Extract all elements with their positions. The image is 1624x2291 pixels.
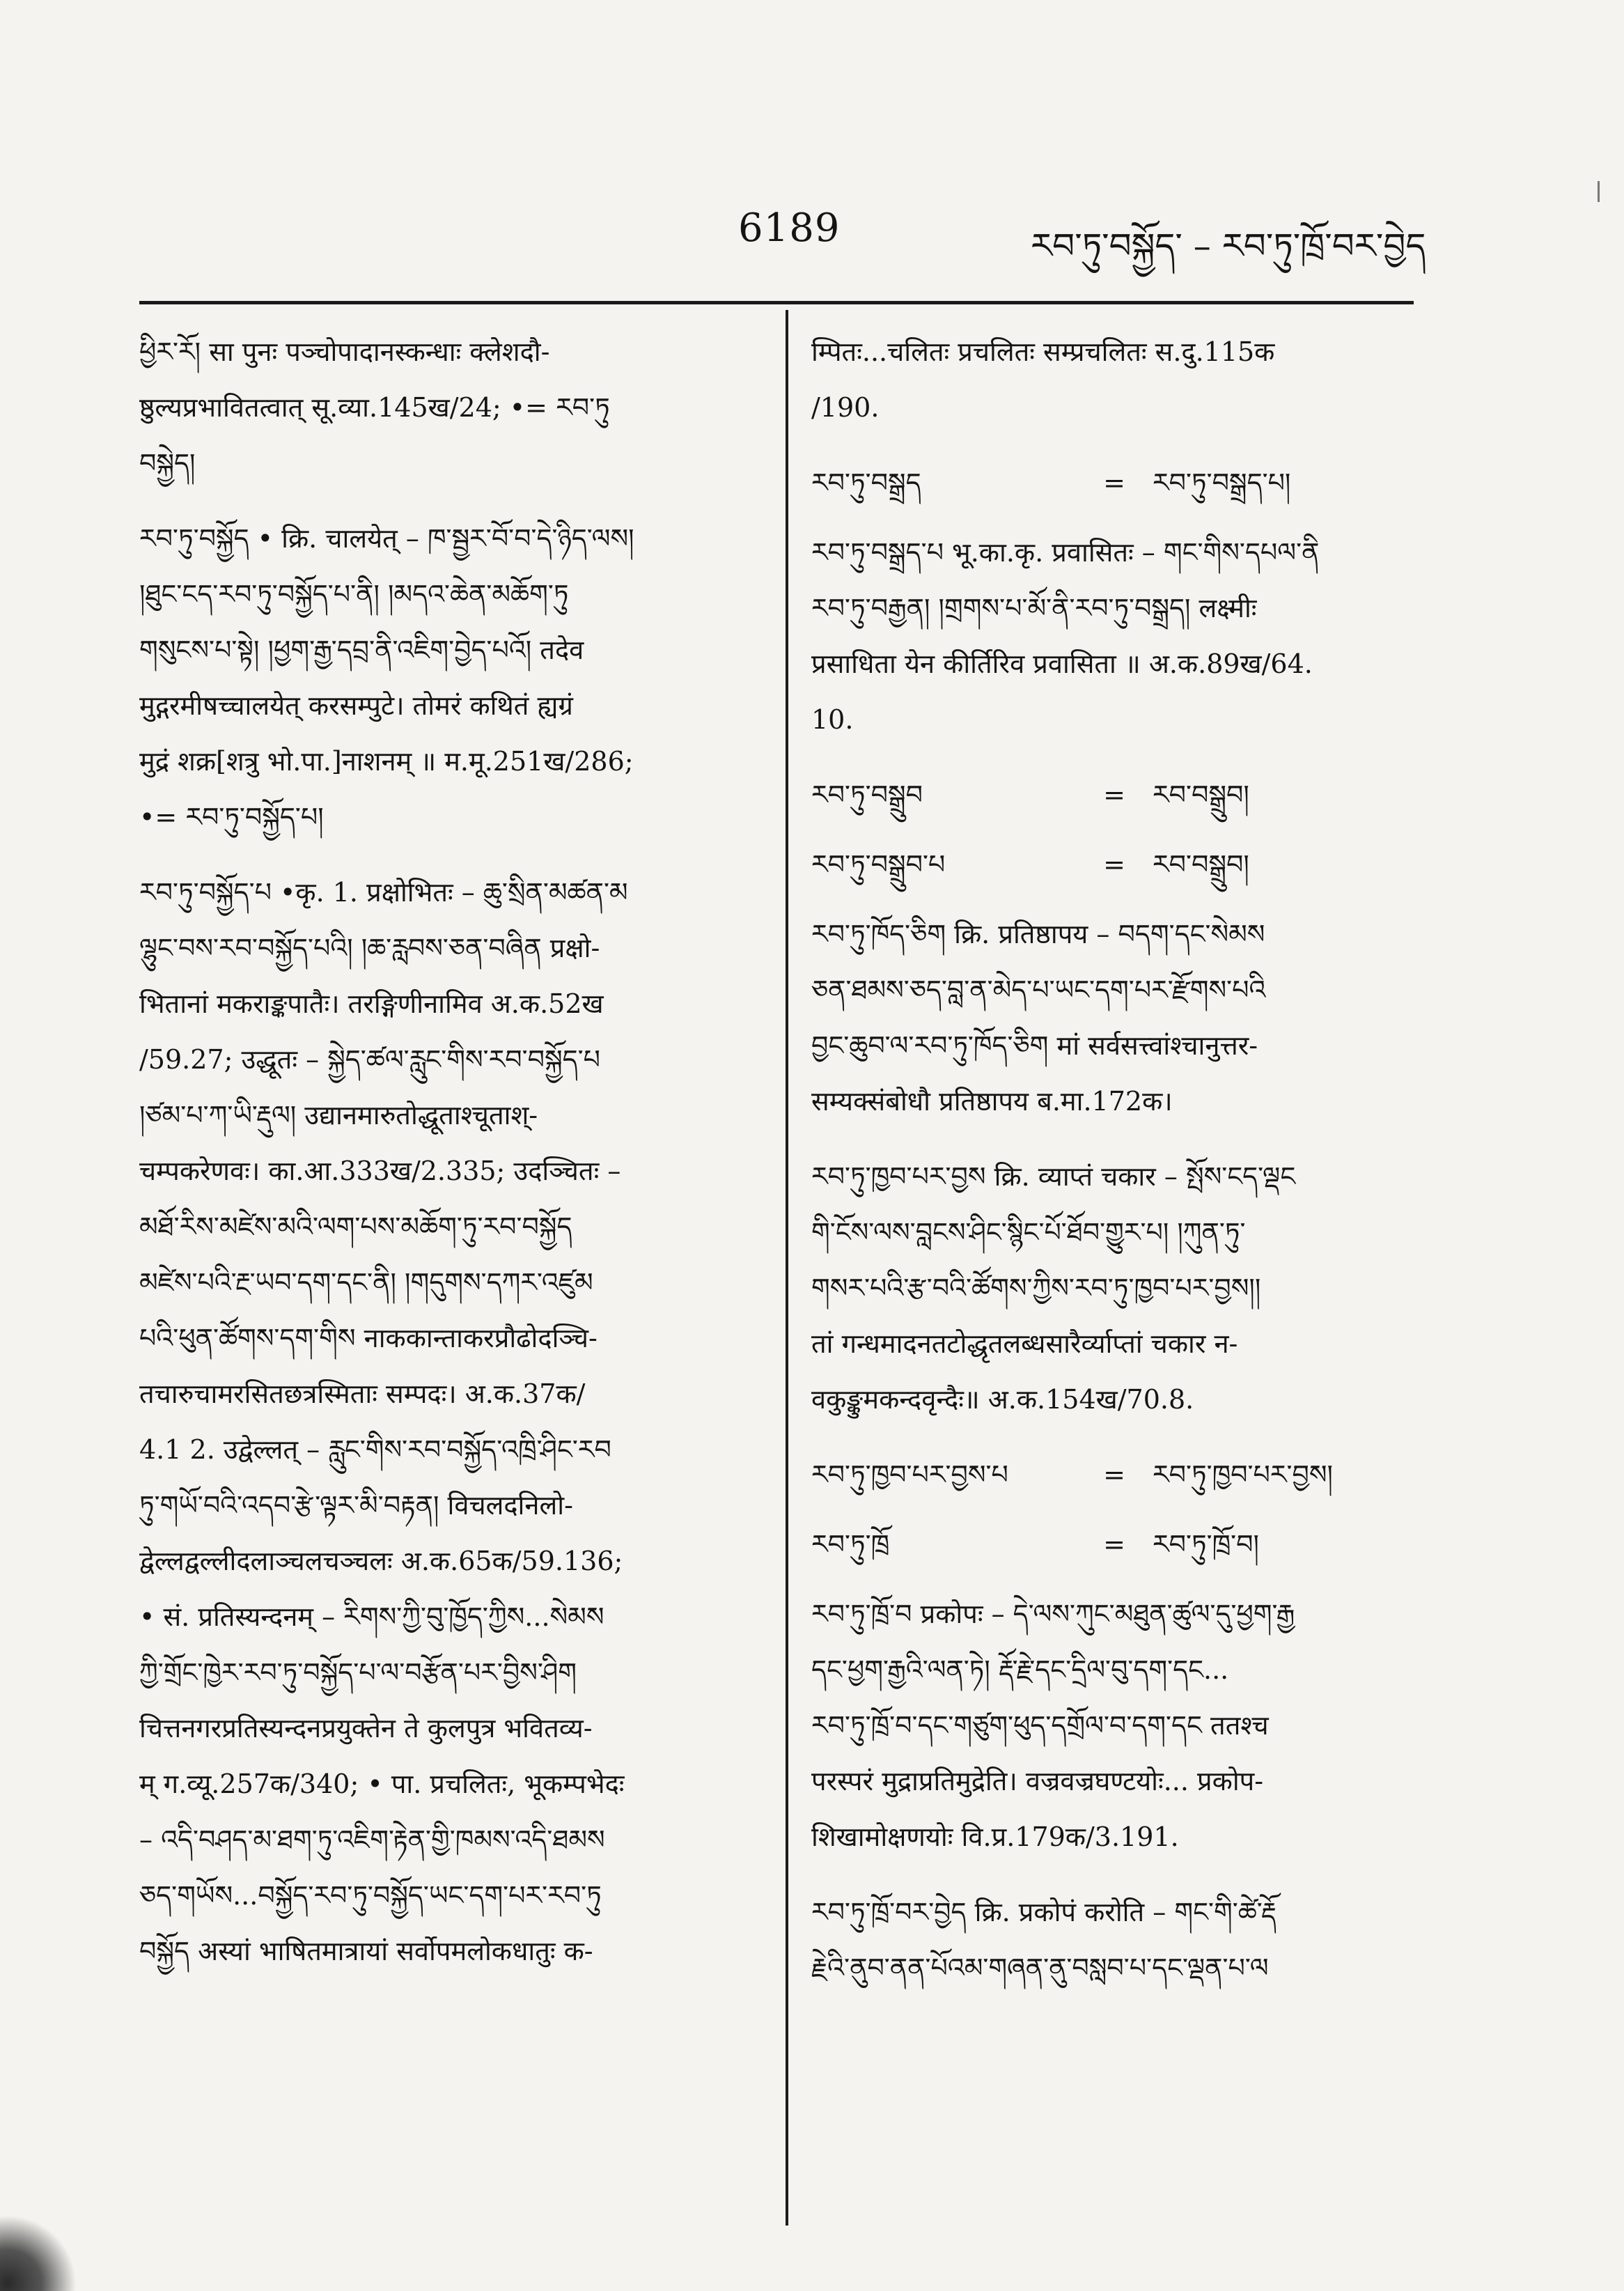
cross-reference-headword: རབ་ཏུ་བསྒྲུབ xyxy=(811,779,923,810)
dictionary-entry xyxy=(811,1884,1417,1996)
cross-reference-target: རབ་བསྒྲུབ། xyxy=(1153,849,1249,880)
entry-headword-line: རབ་ཏུ་ཁྲོ་བར་བྱེད क्रि. प्रकोपं करोति – གང་གི་ཚེ་རྡོ xyxy=(811,1897,1276,1927)
text-line: शिखामोक्षणयोः वि.प्र.179क/3.191. xyxy=(811,1822,1179,1852)
equals-sign: = xyxy=(1103,467,1125,498)
text-line: द्वेल्लद्वल्लीदलाञ्चलचञ्चलः अ.क.65क/59.136; xyxy=(139,1546,623,1576)
text-line: मुद्रं शक्र[शत्रु भो.पा.]नाशनम् ॥ म.मू.251ख/286; xyxy=(139,746,634,777)
text-line: 10. xyxy=(811,704,854,735)
text-line: ཅད་གཡོས...བསྐྱོད་རབ་ཏུ་བསྐྱོད་ཡང་དག་པར་རབ་ཏུ xyxy=(139,1880,602,1911)
page-edge-mark xyxy=(1598,181,1600,202)
text-line: མཐོ་རིས་མཛེས་མའི་ལག་པས་མཆོག་ཏུ་རབ་བསྐྱོད xyxy=(139,1211,572,1242)
cross-reference-entry xyxy=(811,767,1417,823)
left-column xyxy=(139,324,752,1998)
cross-reference-target: རབ་ཏུ་ཁྲོ་བ། xyxy=(1153,1529,1259,1560)
text-line: ཏུ་གཡོ་བའི་འདབ་རྩེ་ལྟར་མི་བརྟན། विचलदनिलो- xyxy=(139,1490,573,1521)
text-line: चित्तनगरप्रतिस्यन्दनप्रयुक्तेन ते कुलपुत्र भवितव्य- xyxy=(139,1713,593,1744)
cross-reference-entry xyxy=(811,455,1417,511)
text-line: བྱང་ཆུབ་ལ་རབ་ཏུ་ཁོད་ཅིག मां सर्वसत्त्वांश्चानुत्तर- xyxy=(811,1030,1258,1061)
entry-headword-line: རབ་ཏུ་བསྐྱོད • क्रि. चालयेत् – ཁ་སྦྱར་བོ་བ་དེ་ཉིད་ལས། xyxy=(139,523,634,554)
text-line: /59.27; उद्धूतः – སྐྱེད་ཚལ་རླུང་གིས་རབ་བསྐྱོད་པ xyxy=(139,1044,600,1075)
dictionary-entry xyxy=(811,1149,1417,1427)
text-line: །ཐུང་ངད་རབ་ཏུ་བསྐྱོད་པ་ནི། །མདའ་ཆེན་མཆོག་ཏུ xyxy=(139,579,569,609)
entry-headword-line: རབ་ཏུ་ཁྱབ་པར་བྱས क्रि. व्याप्तं चकार – སྤོས་ངད་ལྡང xyxy=(811,1161,1296,1192)
dictionary-entry xyxy=(139,864,752,1979)
text-line: རབ་ཏུ་བརྒྱན། །གྲགས་པ་མོ་ནི་རབ་ཏུ་བསྒྲད། लक्ष्मीः xyxy=(811,593,1257,623)
text-line: 4.1 2. उद्वेल्लत् – རླུང་གིས་རབ་བསྐྱོད་འཁྲི་ཤིང་རབ xyxy=(139,1434,611,1465)
text-line: རབ་ཏུ་ཁྲོ་བ་དང་གཙུག་ཕུད་དགྲོལ་བ་དག་དང ततश्च xyxy=(811,1710,1269,1741)
cross-reference-headword: རབ་ཏུ་ཁྱབ་པར་བྱས་པ xyxy=(811,1459,1008,1490)
text-line: सम्यक्संबोधौ प्रतिष्ठापय ब.मा.172क। xyxy=(811,1086,1173,1117)
text-line: དང་ཕྱག་རྒྱའི་ལན་ཏེ། རྡོ་རྗེ་དང་དྲིལ་བུ་དག་དང... xyxy=(811,1654,1229,1685)
text-line: मुद्गरमीषच्चालयेत् करसम्पुटे। तोमरं कथितं ह्यग्रं xyxy=(139,690,573,721)
text-line: तचारुचामरसितछत्रस्मिताः सम्पदः। अ.क.37क/ xyxy=(139,1379,586,1409)
cross-reference-headword: རབ་ཏུ་བསྒྲུབ་པ xyxy=(811,849,946,880)
text-line: म्पितः...चलितः प्रचलितः सम्प्रचलितः स.दु.115क xyxy=(811,336,1275,367)
cross-reference-entry xyxy=(811,1447,1417,1502)
text-line: म् ग.व्यू.257क/340; • पा. प्रचलितः, भूकम्पभेदः xyxy=(139,1769,625,1799)
text-line: གསར་པའི་རྩ་བའི་ཚོགས་ཀྱིས་རབ་ཏུ་ཁྱབ་པར་བྱས།། xyxy=(811,1273,1261,1303)
text-line: །ཙམ་པ་ཀ་ཡི་རྡུལ། उद्यानमारुतोद्धूताश्चूताश्- xyxy=(139,1100,538,1131)
equals-sign: = xyxy=(1103,1459,1125,1490)
cross-reference-headword: རབ་ཏུ་ཁྲོ xyxy=(811,1529,890,1560)
entry-headword-line: རབ་ཏུ་ཁོད་ཅིག क्रि. प्रतिष्ठापय – བདག་དང་སེམས xyxy=(811,919,1265,949)
dictionary-entry xyxy=(139,511,752,845)
text-line: གསུངས་པ་སྟེ། །ཕྱག་རྒྱ་དབྲ་ནི་འཇིག་བྱེད་པའོ། तदेव xyxy=(139,635,584,665)
text-line: प्रसाधिता येन कीर्तिरिव प्रवासिता ॥ अ.क.89ख/64. xyxy=(811,649,1313,679)
text-line: པའི་ཕུན་ཚོགས་དག་གིས नाककान्ताकरप्रौढोदञ्चि- xyxy=(139,1323,598,1353)
text-line: – འདི་བཤད་མ་ཐག་ཏུ་འཇིག་རྟེན་གྱི་ཁམས་འདི་ཐམས xyxy=(139,1824,605,1855)
column-divider xyxy=(786,310,788,2226)
text-line: ཀྱི་གྲོང་ཁྱེར་རབ་ཏུ་བསྐྱོད་པ་ལ་བརྩོན་པར་བྱིས་ཤིག xyxy=(139,1657,577,1688)
text-line: परस्परं मुद्राप्रतिमुद्रेति। वज्रवज्रघण्टयोः... प्रकोप- xyxy=(811,1766,1264,1796)
entry-headword-line: རབ་ཏུ་བསྐྱོད་པ •कृ. 1. प्रक्षोभितः – ཆུ་སྲིན་མཚན་མ xyxy=(139,877,628,908)
text-line: གི་ངོས་ལས་བླངས་ཤིང་སྙིང་པོ་ཐོབ་གྱུར་པ། །ཀུན་ཏུ་ xyxy=(811,1217,1246,1248)
header-rule xyxy=(139,301,1414,304)
dictionary-entry xyxy=(811,906,1417,1129)
text-line: མཛེས་པའི་རྔ་ཡབ་དག་དང་ནི། །གདུགས་དཀར་འཛུམ xyxy=(139,1267,593,1298)
scan-binding-shadow xyxy=(0,2215,77,2291)
cross-reference-target: རབ་ཏུ་ཁྱབ་པར་བྱས། xyxy=(1153,1459,1333,1490)
dictionary-entry xyxy=(811,1586,1417,1865)
entry-headword-line: རབ་ཏུ་བསྒྲད་པ भू.का.कृ. प्रवासितः – གང་གིས་དཔལ་ནི xyxy=(811,537,1320,568)
text-line: चम्पकरेणवः। का.आ.333ख/2.335; उदञ्चितः – xyxy=(139,1156,621,1186)
text-line: • सं. प्रतिस्यन्दनम् – རིགས་ཀྱི་བུ་ཁྱོད་ཀྱིས...སེམས xyxy=(139,1601,604,1632)
text-line: ष्ठुल्यप्रभावितत्वात् सू.व्या.145ख/24; •= རབ་ཏུ xyxy=(139,392,610,423)
text-line: བསྐྱེད། xyxy=(139,448,196,479)
cross-reference-entry xyxy=(811,1516,1417,1572)
text-line: ཕྱིར་རོ། सा पुनः पञ्चोपादानस्कन्धाः क्लेशदौ- xyxy=(139,336,550,367)
cross-reference-headword: རབ་ཏུ་བསྒྲད xyxy=(811,467,921,498)
text-line: རྗེའི་ནུབ་ནན་པོའམ་གཞན་ནུ་བསླབ་པ་དང་ལྡན་པ་ལ xyxy=(811,1952,1269,1983)
right-column xyxy=(811,324,1417,2015)
dictionary-entry xyxy=(811,525,1417,747)
text-line: ཅན་ཐམས་ཅད་བླ་ན་མེད་པ་ཡང་དག་པར་རྫོགས་པའི xyxy=(811,974,1266,1005)
text-line: བསྐྱོད अस्यां भाषितमात्रायां सर्वोपमलोकधातुः क- xyxy=(139,1936,593,1966)
equals-sign: = xyxy=(1103,779,1125,810)
cross-reference-entry xyxy=(811,837,1417,892)
text-line: ལྷུང་བས་རབ་བསྐྱོད་པའི། །ཆ་རླབས་ཅན་བཞིན प्रक्षो- xyxy=(139,933,600,963)
entry-headword-line: རབ་ཏུ་ཁྲོ་བ प्रकोपः – དེ་ལས་ཀུང་མཐུན་ཚུལ་དུ་ཕྱག་རྒྱ xyxy=(811,1599,1295,1629)
text-line: भितानां मकराङ्कपातैः। तरङ्गिणीनामिव अ.क.52ख xyxy=(139,988,604,1019)
entry-continuation xyxy=(811,324,1417,435)
cross-reference-target: རབ་བསྒྲུབ། xyxy=(1153,779,1249,810)
running-head: རབ་ཏུ་བསྐྱོད་ – རབ་ཏུ་ཁྲོ་བར་བྱེད xyxy=(1031,226,1426,266)
text-line: तां गन्धमादनतटोद्धृतलब्धसारैर्व्याप्तां चकार न- xyxy=(811,1328,1238,1359)
text-line: वकुङ्कुमकन्दवृन्दैः॥ अ.क.154ख/70.8. xyxy=(811,1384,1194,1415)
equals-sign: = xyxy=(1103,1529,1125,1560)
entry-continuation xyxy=(139,324,752,491)
cross-reference-target: རབ་ཏུ་བསྒྲད་པ། xyxy=(1153,467,1291,498)
text-line: •= རབ་ཏུ་བསྐྱོད་པ། xyxy=(139,802,324,832)
page-number: 6189 xyxy=(738,205,841,251)
equals-sign: = xyxy=(1103,849,1125,880)
text-line: /190. xyxy=(811,392,880,423)
